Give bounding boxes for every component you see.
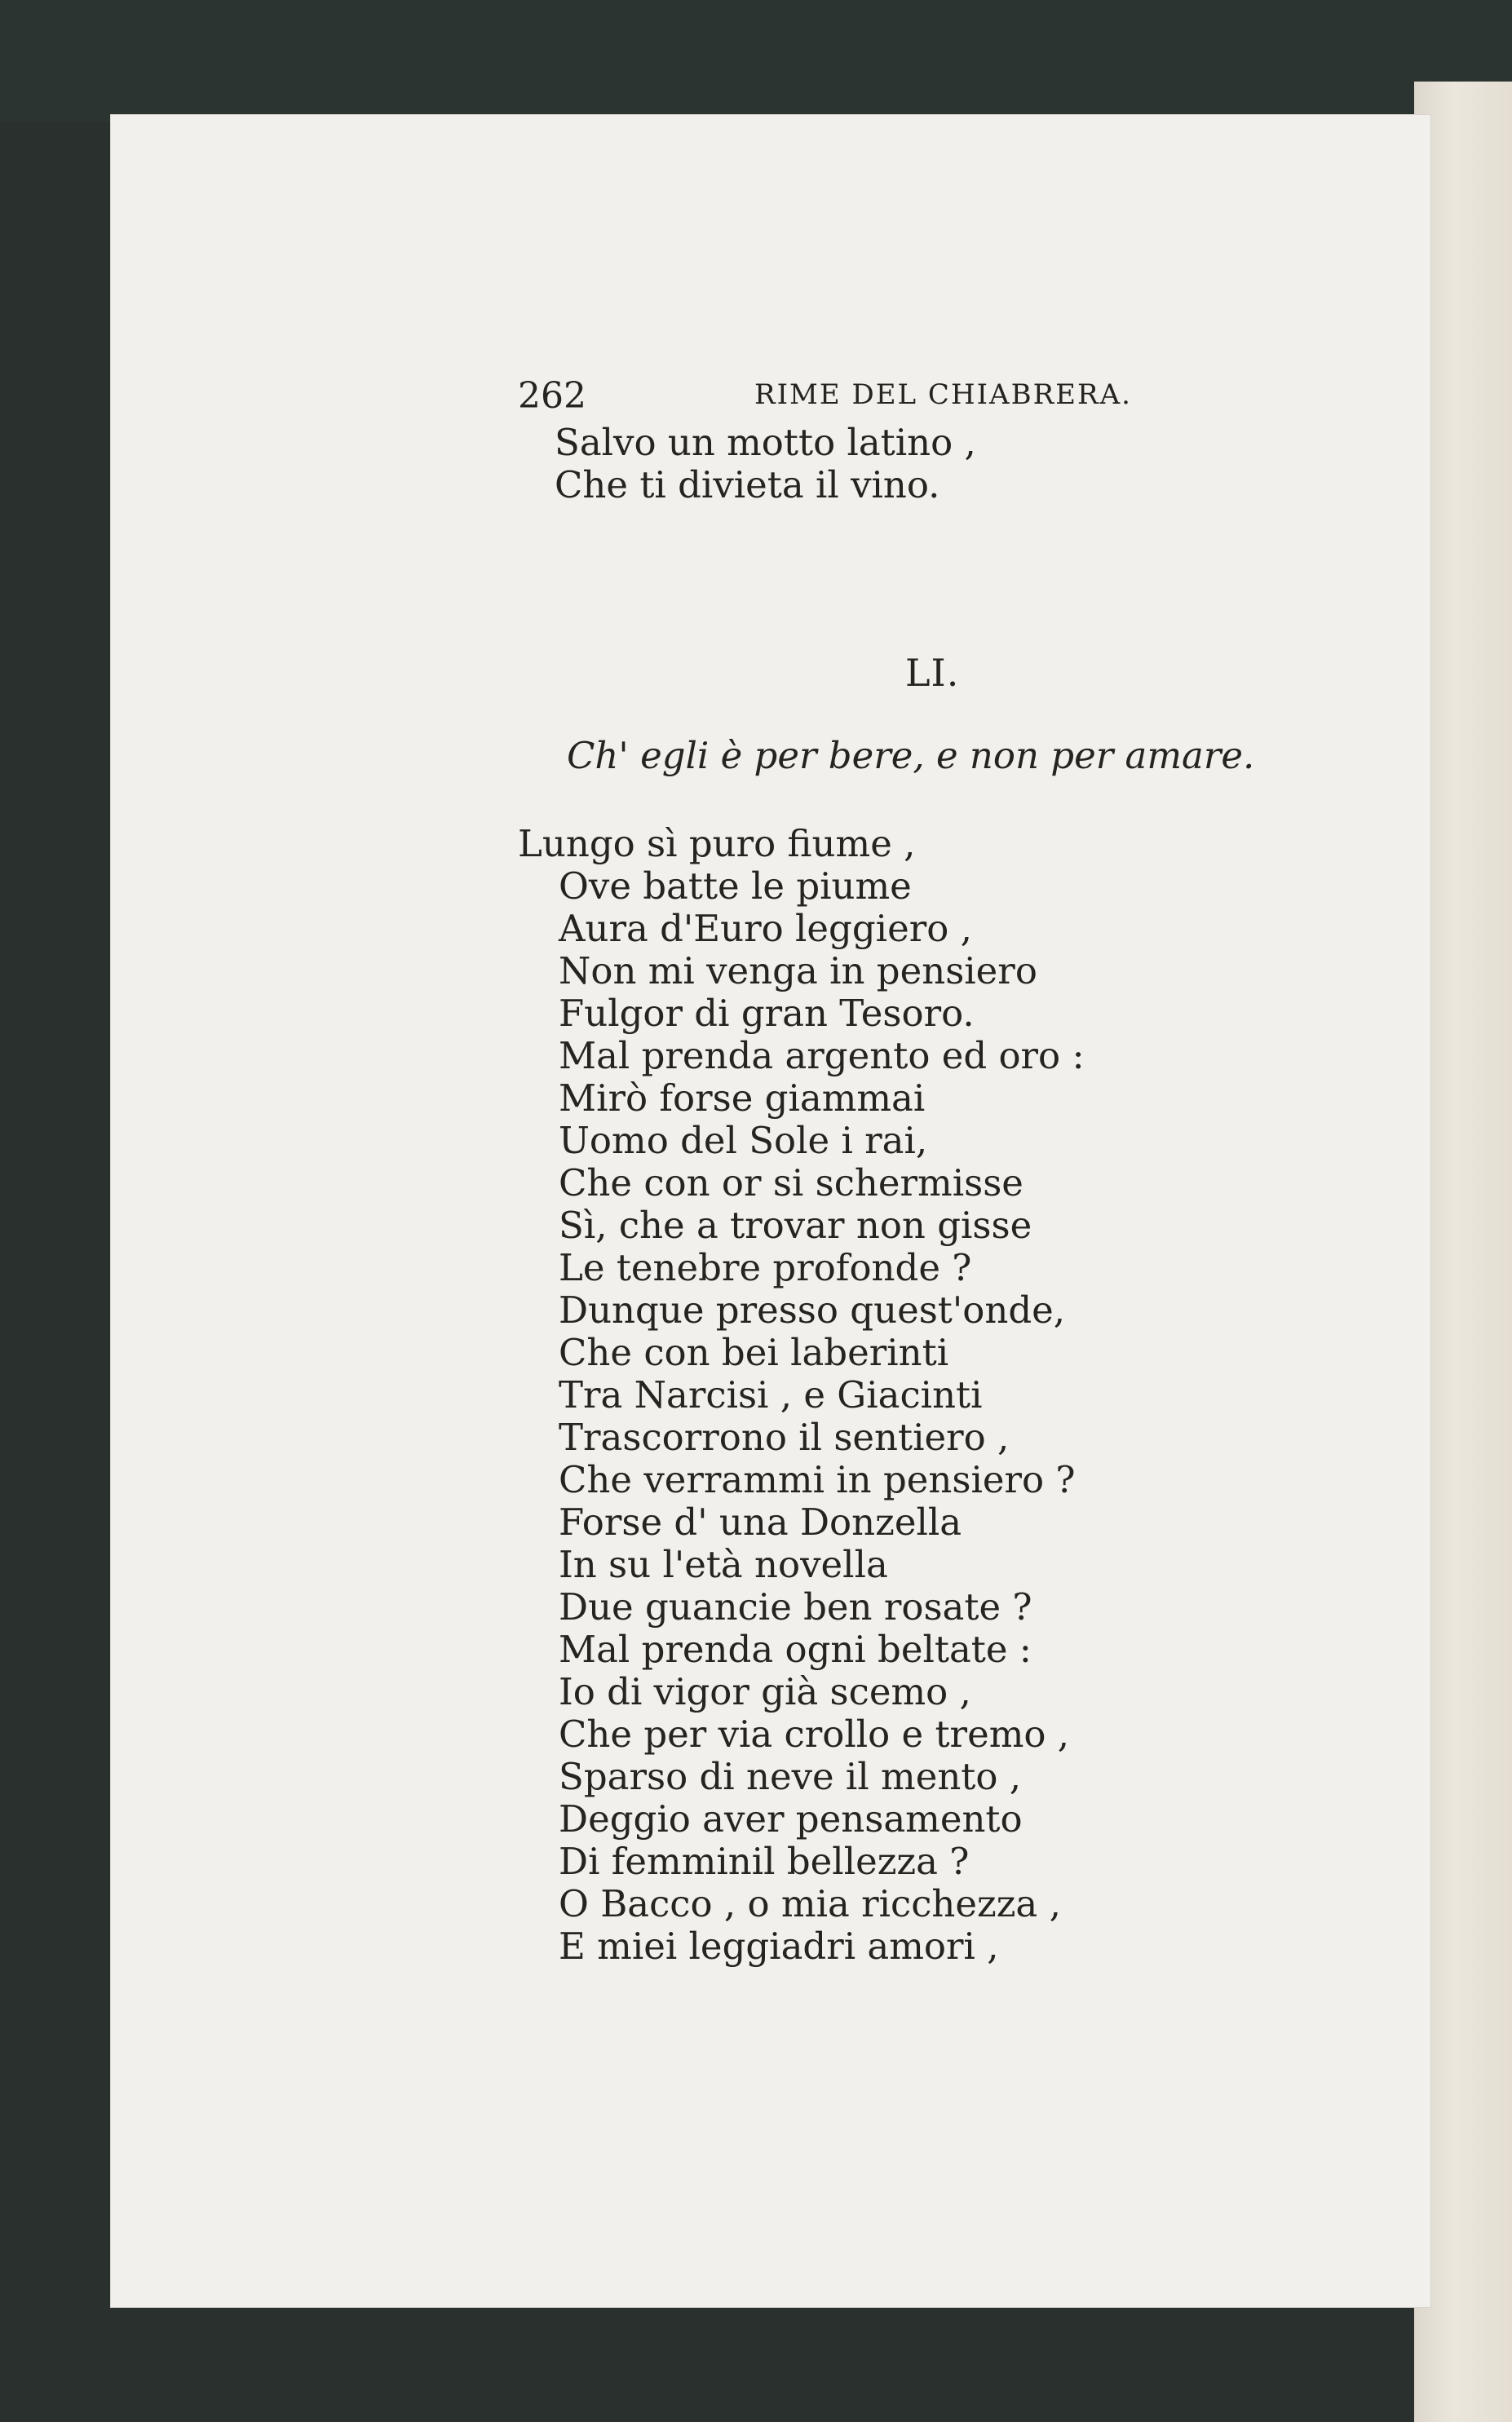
poem-line: Trascorrono il sentiero , <box>559 1416 1010 1459</box>
poem-line: Sì, che a trovar non gisse <box>559 1204 1032 1247</box>
poem-line: Mal prenda argento ed oro : <box>559 1034 1085 1077</box>
poem-line: Mirò forse giammai <box>559 1076 926 1120</box>
poem-line: Che con bei laberinti <box>559 1331 949 1374</box>
poem-line: Le tenebre profonde ? <box>559 1246 972 1289</box>
poem-number: LI. <box>905 651 960 695</box>
poem-line: Forse d' una Donzella <box>559 1500 962 1544</box>
poem-line: Ove batte le piume <box>559 864 912 908</box>
poem-line: Che con or si schermisse <box>559 1161 1023 1204</box>
poem-line: In su l'età novella <box>559 1543 888 1586</box>
poem-line: Che verrammi in pensiero ? <box>559 1458 1076 1501</box>
poem-line: O Bacco , o mia ricchezza , <box>559 1882 1061 1925</box>
continuation-line: Che ti divieta il vino. <box>555 463 940 506</box>
poem-line: Aura d'Euro leggiero , <box>559 907 972 950</box>
poem-line: Tra Narcisi , e Giacinti <box>559 1373 983 1417</box>
poem-line: E miei leggiadri amori , <box>559 1925 999 1968</box>
poem-subtitle: Ch' egli è per bere, e non per amare. <box>567 734 1255 777</box>
running-head: RIME DEL CHIABRERA. <box>754 378 1132 411</box>
poem-line: Sparso di neve il mento , <box>559 1755 1022 1798</box>
continuation-line: Salvo un motto latino , <box>555 421 976 464</box>
poem-line: Non mi venga in pensiero <box>559 949 1037 992</box>
background-top <box>0 0 1512 122</box>
page-number: 262 <box>518 375 586 417</box>
poem-line: Deggio aver pensamento <box>559 1797 1023 1841</box>
poem-line: Fulgor di gran Tesoro. <box>559 992 975 1035</box>
poem-line: Mal prenda ogni beltate : <box>559 1628 1032 1671</box>
poem-line: Dunque presso quest'onde, <box>559 1288 1066 1332</box>
book-page <box>110 114 1431 2308</box>
poem-line: Uomo del Sole i rai, <box>559 1119 928 1162</box>
poem-line: Di femminil bellezza ? <box>559 1840 970 1883</box>
poem-line: Lungo sì puro fiume , <box>518 822 916 865</box>
poem-line: Io di vigor già scemo , <box>559 1670 971 1713</box>
poem-line: Due guancie ben rosate ? <box>559 1585 1032 1629</box>
poem-line: Che per via crollo e tremo , <box>559 1713 1070 1756</box>
